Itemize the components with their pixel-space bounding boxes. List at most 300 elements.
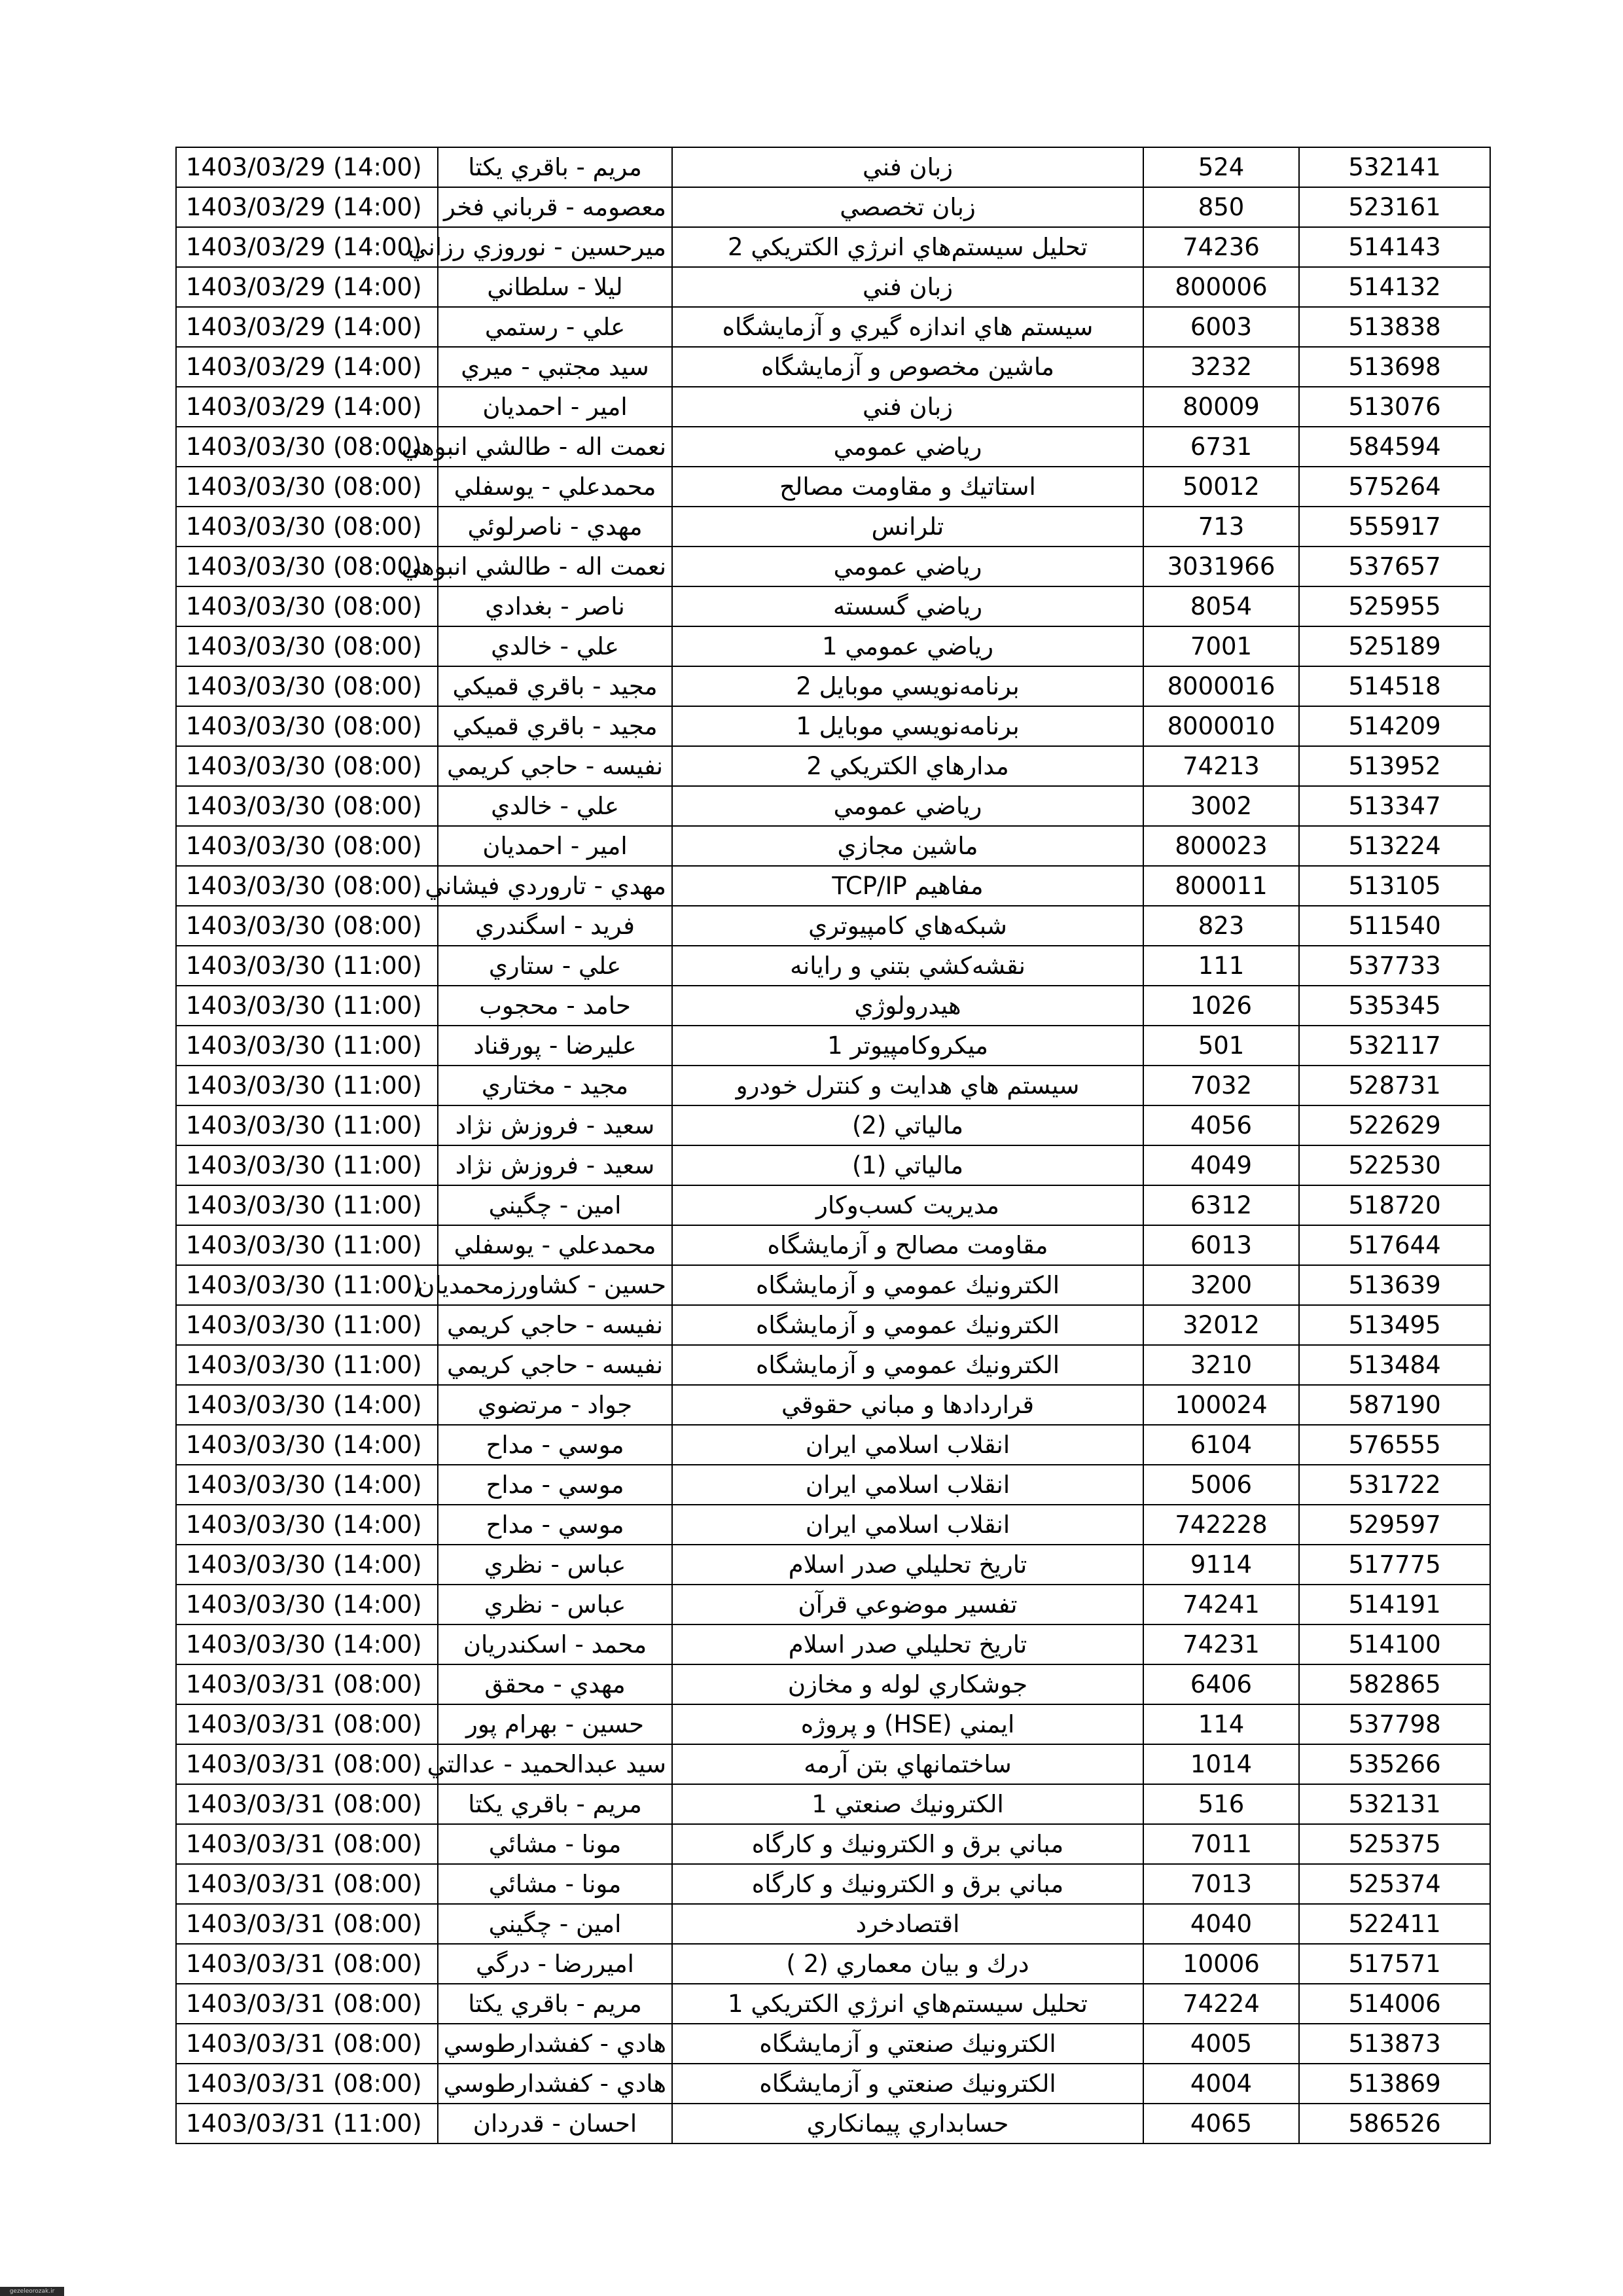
course-title-cell: ماشين مخصوص و آزمايشگاه <box>672 347 1143 387</box>
instructor-cell: مونا - مشائي <box>438 1824 672 1864</box>
table-row <box>176 986 1490 1026</box>
instructor-cell: حسين - كشاورزمحمديان <box>438 1265 672 1305</box>
exam-datetime-cell: 1403/03/30 (11:00) <box>176 1185 438 1225</box>
group-id-cell: 513105 <box>1299 866 1490 906</box>
instructor-cell: مريم - باقري يكتا <box>438 1984 672 2024</box>
course-code-cell: 800023 <box>1143 826 1299 866</box>
course-code-cell: 6013 <box>1143 1225 1299 1265</box>
table-row <box>176 1944 1490 1984</box>
course-code-cell: 80009 <box>1143 387 1299 427</box>
instructor-cell: علي - خالدي <box>438 626 672 666</box>
course-title-cell: مديريت كسب‌وكار <box>672 1185 1143 1225</box>
table-row <box>176 1664 1490 1704</box>
instructor-cell: امير - احمديان <box>438 826 672 866</box>
exam-datetime-cell: 1403/03/29 (14:00) <box>176 227 438 267</box>
exam-datetime-cell: 1403/03/31 (08:00) <box>176 1744 438 1784</box>
group-id-cell: 514143 <box>1299 227 1490 267</box>
table-row <box>176 1545 1490 1585</box>
course-title-cell: انقلاب اسلامي ايران <box>672 1505 1143 1545</box>
course-code-cell: 32012 <box>1143 1305 1299 1345</box>
group-id-cell: 517775 <box>1299 1545 1490 1585</box>
exam-datetime-cell: 1403/03/29 (14:00) <box>176 307 438 347</box>
course-code-cell: 501 <box>1143 1026 1299 1066</box>
course-code-cell: 7011 <box>1143 1824 1299 1864</box>
course-title-cell: مالياتي (2) <box>672 1105 1143 1145</box>
course-title-cell: مالياتي (1) <box>672 1145 1143 1185</box>
group-id-cell: 537798 <box>1299 1704 1490 1744</box>
exam-datetime-cell: 1403/03/29 (14:00) <box>176 187 438 227</box>
table-row <box>176 267 1490 307</box>
exam-datetime-cell: 1403/03/30 (11:00) <box>176 1066 438 1105</box>
group-id-cell: 513495 <box>1299 1305 1490 1345</box>
group-id-cell: 537733 <box>1299 946 1490 986</box>
course-code-cell: 74236 <box>1143 227 1299 267</box>
group-id-cell: 514191 <box>1299 1585 1490 1624</box>
table-row <box>176 666 1490 706</box>
exam-datetime-cell: 1403/03/29 (14:00) <box>176 267 438 307</box>
group-id-cell: 532131 <box>1299 1784 1490 1824</box>
exam-schedule-table <box>175 147 1491 2144</box>
instructor-cell: نفيسه - حاجي كريمي <box>438 1345 672 1385</box>
table-row <box>176 746 1490 786</box>
course-title-cell: الكترونيك عمومي و آزمايشگاه <box>672 1345 1143 1385</box>
exam-datetime-cell: 1403/03/30 (08:00) <box>176 666 438 706</box>
course-title-cell: مباني برق و الكترونيك و كارگاه <box>672 1824 1143 1864</box>
course-title-cell: نقشه‌كشي بتني و رايانه <box>672 946 1143 986</box>
group-id-cell: 525189 <box>1299 626 1490 666</box>
exam-datetime-cell: 1403/03/31 (08:00) <box>176 1904 438 1944</box>
course-title-cell: تاريخ تحليلي صدر اسلام <box>672 1624 1143 1664</box>
course-title-cell: رياضي عمومي <box>672 547 1143 586</box>
instructor-cell: نعمت اله - طالشي انبوهي <box>438 427 672 467</box>
table-row <box>176 1585 1490 1624</box>
table-row <box>176 786 1490 826</box>
course-code-cell: 7001 <box>1143 626 1299 666</box>
group-id-cell: 517644 <box>1299 1225 1490 1265</box>
course-code-cell: 50012 <box>1143 467 1299 507</box>
exam-datetime-cell: 1403/03/30 (11:00) <box>176 986 438 1026</box>
exam-datetime-cell: 1403/03/30 (11:00) <box>176 1345 438 1385</box>
course-code-cell: 7032 <box>1143 1066 1299 1105</box>
instructor-cell: مريم - باقري يكتا <box>438 147 672 187</box>
instructor-cell: هادي - كفشدارطوسي <box>438 2024 672 2064</box>
table-row <box>176 1066 1490 1105</box>
exam-datetime-cell: 1403/03/30 (14:00) <box>176 1465 438 1505</box>
course-code-cell: 850 <box>1143 187 1299 227</box>
table-row <box>176 1864 1490 1904</box>
course-code-cell: 516 <box>1143 1784 1299 1824</box>
group-id-cell: 555917 <box>1299 507 1490 547</box>
group-id-cell: 531722 <box>1299 1465 1490 1505</box>
course-code-cell: 9114 <box>1143 1545 1299 1585</box>
course-title-cell: انقلاب اسلامي ايران <box>672 1425 1143 1465</box>
table-row <box>176 1624 1490 1664</box>
instructor-cell: احسان - قدردان <box>438 2104 672 2144</box>
group-id-cell: 522411 <box>1299 1904 1490 1944</box>
table-row <box>176 1904 1490 1944</box>
group-id-cell: 532141 <box>1299 147 1490 187</box>
exam-datetime-cell: 1403/03/30 (11:00) <box>176 1305 438 1345</box>
course-title-cell: الكترونيك صنعتي و آزمايشگاه <box>672 2064 1143 2104</box>
course-code-cell: 111 <box>1143 946 1299 986</box>
group-id-cell: 529597 <box>1299 1505 1490 1545</box>
exam-datetime-cell: 1403/03/31 (08:00) <box>176 1664 438 1704</box>
group-id-cell: 518720 <box>1299 1185 1490 1225</box>
table-row <box>176 1984 1490 2024</box>
instructor-cell: مريم - باقري يكتا <box>438 1784 672 1824</box>
course-code-cell: 1014 <box>1143 1744 1299 1784</box>
exam-datetime-cell: 1403/03/30 (08:00) <box>176 547 438 586</box>
instructor-cell: مهدي - ناصرلوئي <box>438 507 672 547</box>
course-code-cell: 713 <box>1143 507 1299 547</box>
exam-datetime-cell: 1403/03/30 (08:00) <box>176 746 438 786</box>
table-row <box>176 507 1490 547</box>
course-title-cell: هيدرولوژي <box>672 986 1143 1026</box>
exam-datetime-cell: 1403/03/30 (14:00) <box>176 1385 438 1425</box>
table-row <box>176 1345 1490 1385</box>
table-row <box>176 1465 1490 1505</box>
course-code-cell: 6003 <box>1143 307 1299 347</box>
course-title-cell: ساختمانهاي بتن آرمه <box>672 1744 1143 1784</box>
table-row <box>176 1145 1490 1185</box>
course-title-cell: الكترونيك صنعتي 1 <box>672 1784 1143 1824</box>
course-title-cell: رياضي عمومي 1 <box>672 626 1143 666</box>
group-id-cell: 525375 <box>1299 1824 1490 1864</box>
table-row <box>176 1305 1490 1345</box>
table-row <box>176 906 1490 946</box>
group-id-cell: 586526 <box>1299 2104 1490 2144</box>
course-code-cell: 74213 <box>1143 746 1299 786</box>
group-id-cell: 522530 <box>1299 1145 1490 1185</box>
instructor-cell: معصومه - قرباني فخر <box>438 187 672 227</box>
exam-datetime-cell: 1403/03/30 (08:00) <box>176 906 438 946</box>
group-id-cell: 576555 <box>1299 1425 1490 1465</box>
course-code-cell: 6104 <box>1143 1425 1299 1465</box>
exam-datetime-cell: 1403/03/31 (08:00) <box>176 1784 438 1824</box>
exam-datetime-cell: 1403/03/29 (14:00) <box>176 147 438 187</box>
exam-datetime-cell: 1403/03/31 (08:00) <box>176 1864 438 1904</box>
course-title-cell: تفسير موضوعي قرآن <box>672 1585 1143 1624</box>
table-row <box>176 1026 1490 1066</box>
course-title-cell: ايمني (HSE) و پروژه <box>672 1704 1143 1744</box>
course-code-cell: 742228 <box>1143 1505 1299 1545</box>
exam-datetime-cell: 1403/03/30 (11:00) <box>176 1265 438 1305</box>
course-code-cell: 10006 <box>1143 1944 1299 1984</box>
instructor-cell: موسي - مداح <box>438 1505 672 1545</box>
course-code-cell: 5006 <box>1143 1465 1299 1505</box>
course-code-cell: 74231 <box>1143 1624 1299 1664</box>
instructor-cell: ناصر - بغدادي <box>438 586 672 626</box>
course-code-cell: 8000010 <box>1143 706 1299 746</box>
exam-datetime-cell: 1403/03/30 (11:00) <box>176 946 438 986</box>
course-code-cell: 4049 <box>1143 1145 1299 1185</box>
instructor-cell: مجيد - مختاري <box>438 1066 672 1105</box>
course-code-cell: 1026 <box>1143 986 1299 1026</box>
course-title-cell: مدارهاي الكتريكي 2 <box>672 746 1143 786</box>
instructor-cell: امير - احمديان <box>438 387 672 427</box>
group-id-cell: 513873 <box>1299 2024 1490 2064</box>
group-id-cell: 522629 <box>1299 1105 1490 1145</box>
table-row <box>176 586 1490 626</box>
exam-datetime-cell: 1403/03/30 (08:00) <box>176 467 438 507</box>
exam-datetime-cell: 1403/03/30 (08:00) <box>176 786 438 826</box>
course-title-cell: جوشكاري لوله و مخازن <box>672 1664 1143 1704</box>
group-id-cell: 517571 <box>1299 1944 1490 1984</box>
group-id-cell: 513639 <box>1299 1265 1490 1305</box>
exam-datetime-cell: 1403/03/30 (08:00) <box>176 866 438 906</box>
exam-datetime-cell: 1403/03/30 (08:00) <box>176 507 438 547</box>
table-row <box>176 1225 1490 1265</box>
table-row <box>176 1425 1490 1465</box>
group-id-cell: 575264 <box>1299 467 1490 507</box>
course-title-cell: رياضي عمومي <box>672 786 1143 826</box>
instructor-cell: مهدي - محقق <box>438 1664 672 1704</box>
instructor-cell: اميررضا - درگي <box>438 1944 672 1984</box>
course-title-cell: تحليل سيستم‌هاي انرژي الكتريكي 2 <box>672 227 1143 267</box>
course-title-cell: الكترونيك صنعتي و آزمايشگاه <box>672 2024 1143 2064</box>
instructor-cell: مهدي - تاروردي فيشاني <box>438 866 672 906</box>
course-title-cell: استاتيك و مقاومت مصالح <box>672 467 1143 507</box>
course-title-cell: الكترونيك عمومي و آزمايشگاه <box>672 1265 1143 1305</box>
course-title-cell: تلرانس <box>672 507 1143 547</box>
exam-datetime-cell: 1403/03/30 (14:00) <box>176 1624 438 1664</box>
instructor-cell: سيد مجتبي - ميري <box>438 347 672 387</box>
exam-datetime-cell: 1403/03/30 (08:00) <box>176 427 438 467</box>
instructor-cell: عليرضا - پورقناد <box>438 1026 672 1066</box>
group-id-cell: 584594 <box>1299 427 1490 467</box>
table-row <box>176 1784 1490 1824</box>
course-title-cell: برنامه‌نويسي موبايل 2 <box>672 666 1143 706</box>
course-code-cell: 7013 <box>1143 1864 1299 1904</box>
group-id-cell: 582865 <box>1299 1664 1490 1704</box>
exam-datetime-cell: 1403/03/31 (08:00) <box>176 1984 438 2024</box>
group-id-cell: 513952 <box>1299 746 1490 786</box>
table-row <box>176 2064 1490 2104</box>
group-id-cell: 513347 <box>1299 786 1490 826</box>
site-watermark: gezeleorozak.ir <box>0 2287 64 2296</box>
course-title-cell: حسابداري پيمانكاري <box>672 2104 1143 2144</box>
course-code-cell: 6731 <box>1143 427 1299 467</box>
table-row <box>176 1824 1490 1864</box>
table-row <box>176 427 1490 467</box>
group-id-cell: 525374 <box>1299 1864 1490 1904</box>
exam-datetime-cell: 1403/03/30 (08:00) <box>176 826 438 866</box>
table-row <box>176 2104 1490 2144</box>
table-row <box>176 307 1490 347</box>
course-code-cell: 8000016 <box>1143 666 1299 706</box>
instructor-cell: نعمت اله - طالشي انبوهي <box>438 547 672 586</box>
exam-datetime-cell: 1403/03/30 (08:00) <box>176 706 438 746</box>
exam-datetime-cell: 1403/03/30 (11:00) <box>176 1026 438 1066</box>
course-title-cell: اقتصادخرد <box>672 1904 1143 1944</box>
instructor-cell: حامد - محجوب <box>438 986 672 1026</box>
table-row <box>176 626 1490 666</box>
course-title-cell: قراردادها و مباني حقوقي <box>672 1385 1143 1425</box>
group-id-cell: 537657 <box>1299 547 1490 586</box>
course-code-cell: 4040 <box>1143 1904 1299 1944</box>
exam-datetime-cell: 1403/03/30 (14:00) <box>176 1545 438 1585</box>
group-id-cell: 513869 <box>1299 2064 1490 2104</box>
exam-datetime-cell: 1403/03/30 (14:00) <box>176 1505 438 1545</box>
group-id-cell: 525955 <box>1299 586 1490 626</box>
exam-datetime-cell: 1403/03/31 (08:00) <box>176 1704 438 1744</box>
table-row <box>176 946 1490 986</box>
instructor-cell: سعيد - فروزش نژاد <box>438 1105 672 1145</box>
course-code-cell: 800011 <box>1143 866 1299 906</box>
course-code-cell: 114 <box>1143 1704 1299 1744</box>
table-row <box>176 347 1490 387</box>
course-code-cell: 4004 <box>1143 2064 1299 2104</box>
exam-datetime-cell: 1403/03/30 (14:00) <box>176 1585 438 1624</box>
course-code-cell: 8054 <box>1143 586 1299 626</box>
course-title-cell: سيستم هاي هدايت و كنترل خودرو <box>672 1066 1143 1105</box>
table-row <box>176 187 1490 227</box>
course-code-cell: 6406 <box>1143 1664 1299 1704</box>
instructor-cell: عباس - نظري <box>438 1545 672 1585</box>
course-title-cell: انقلاب اسلامي ايران <box>672 1465 1143 1505</box>
group-id-cell: 513838 <box>1299 307 1490 347</box>
table-row <box>176 1505 1490 1545</box>
table-row <box>176 227 1490 267</box>
instructor-cell: امين - چگيني <box>438 1185 672 1225</box>
table-row <box>176 467 1490 507</box>
course-title-cell: سيستم هاي اندازه گيري و آزمايشگاه <box>672 307 1143 347</box>
instructor-cell: محمدعلي - يوسفلي <box>438 1225 672 1265</box>
course-code-cell: 100024 <box>1143 1385 1299 1425</box>
table-row <box>176 2024 1490 2064</box>
instructor-cell: نفيسه - حاجي كريمي <box>438 746 672 786</box>
instructor-cell: موسي - مداح <box>438 1465 672 1505</box>
instructor-cell: علي - رستمي <box>438 307 672 347</box>
table-row <box>176 1704 1490 1744</box>
group-id-cell: 523161 <box>1299 187 1490 227</box>
group-id-cell: 514132 <box>1299 267 1490 307</box>
group-id-cell: 514209 <box>1299 706 1490 746</box>
instructor-cell: محمدعلي - يوسفلي <box>438 467 672 507</box>
group-id-cell: 513698 <box>1299 347 1490 387</box>
group-id-cell: 514006 <box>1299 1984 1490 2024</box>
group-id-cell: 511540 <box>1299 906 1490 946</box>
table-row <box>176 1185 1490 1225</box>
instructor-cell: موسي - مداح <box>438 1425 672 1465</box>
group-id-cell: 535266 <box>1299 1744 1490 1784</box>
course-code-cell: 3200 <box>1143 1265 1299 1305</box>
table-row <box>176 826 1490 866</box>
course-code-cell: 524 <box>1143 147 1299 187</box>
group-id-cell: 532117 <box>1299 1026 1490 1066</box>
instructor-cell: فريد - اسگندري <box>438 906 672 946</box>
instructor-cell: مجيد - باقري قميكي <box>438 706 672 746</box>
course-code-cell: 74224 <box>1143 1984 1299 2024</box>
course-title-cell: مقاومت مصالح و آزمايشگاه <box>672 1225 1143 1265</box>
exam-datetime-cell: 1403/03/30 (14:00) <box>176 1425 438 1465</box>
course-title-cell: زبان فني <box>672 267 1143 307</box>
course-code-cell: 4065 <box>1143 2104 1299 2144</box>
exam-datetime-cell: 1403/03/31 (08:00) <box>176 1824 438 1864</box>
course-title-cell: زبان فني <box>672 147 1143 187</box>
instructor-cell: هادي - كفشدارطوسي <box>438 2064 672 2104</box>
table-row <box>176 1744 1490 1784</box>
course-code-cell: 74241 <box>1143 1585 1299 1624</box>
course-title-cell: شبكه‌هاي كامپيوتري <box>672 906 1143 946</box>
course-code-cell: 3210 <box>1143 1345 1299 1385</box>
exam-datetime-cell: 1403/03/30 (11:00) <box>176 1225 438 1265</box>
exam-datetime-cell: 1403/03/31 (11:00) <box>176 2104 438 2144</box>
course-code-cell: 3002 <box>1143 786 1299 826</box>
exam-datetime-cell: 1403/03/30 (11:00) <box>176 1105 438 1145</box>
course-title-cell: مفاهيم TCP/IP <box>672 866 1143 906</box>
table-row <box>176 706 1490 746</box>
group-id-cell: 587190 <box>1299 1385 1490 1425</box>
table-row <box>176 1105 1490 1145</box>
course-title-cell: ميكروكامپيوتر 1 <box>672 1026 1143 1066</box>
table-row <box>176 1385 1490 1425</box>
table-row <box>176 1265 1490 1305</box>
course-code-cell: 3232 <box>1143 347 1299 387</box>
course-title-cell: مباني برق و الكترونيك و كارگاه <box>672 1864 1143 1904</box>
instructor-cell: مجيد - باقري قميكي <box>438 666 672 706</box>
course-title-cell: تاريخ تحليلي صدر اسلام <box>672 1545 1143 1585</box>
course-code-cell: 4005 <box>1143 2024 1299 2064</box>
instructor-cell: محمد - اسكندريان <box>438 1624 672 1664</box>
course-code-cell: 800006 <box>1143 267 1299 307</box>
table-row <box>176 866 1490 906</box>
instructor-cell: ليلا - سلطاني <box>438 267 672 307</box>
table-row <box>176 387 1490 427</box>
exam-datetime-cell: 1403/03/29 (14:00) <box>176 347 438 387</box>
course-title-cell: برنامه‌نويسي موبايل 1 <box>672 706 1143 746</box>
course-code-cell: 3031966 <box>1143 547 1299 586</box>
exam-datetime-cell: 1403/03/31 (08:00) <box>176 2024 438 2064</box>
group-id-cell: 514100 <box>1299 1624 1490 1664</box>
course-title-cell: زبان فني <box>672 387 1143 427</box>
course-title-cell: زبان تخصصي <box>672 187 1143 227</box>
exam-schedule-body <box>176 147 1490 2144</box>
group-id-cell: 528731 <box>1299 1066 1490 1105</box>
table-row <box>176 547 1490 586</box>
instructor-cell: نفيسه - حاجي كريمي <box>438 1305 672 1345</box>
course-title-cell: رياضي عمومي <box>672 427 1143 467</box>
group-id-cell: 513224 <box>1299 826 1490 866</box>
instructor-cell: سيد عبدالحميد - عدالتي <box>438 1744 672 1784</box>
exam-datetime-cell: 1403/03/31 (08:00) <box>176 1944 438 1984</box>
course-title-cell: درك و بيان معماري (2 ) <box>672 1944 1143 1984</box>
instructor-cell: علي - خالدي <box>438 786 672 826</box>
course-title-cell: ماشين مجازي <box>672 826 1143 866</box>
instructor-cell: سعيد - فروزش نژاد <box>438 1145 672 1185</box>
instructor-cell: علي - ستاري <box>438 946 672 986</box>
table-row <box>176 147 1490 187</box>
course-title-cell: الكترونيك عمومي و آزمايشگاه <box>672 1305 1143 1345</box>
instructor-cell: ميرحسين - نوروزي رزاني <box>438 227 672 267</box>
instructor-cell: عباس - نظري <box>438 1585 672 1624</box>
exam-datetime-cell: 1403/03/31 (08:00) <box>176 2064 438 2104</box>
group-id-cell: 513076 <box>1299 387 1490 427</box>
instructor-cell: امين - چگيني <box>438 1904 672 1944</box>
instructor-cell: مونا - مشائي <box>438 1864 672 1904</box>
exam-datetime-cell: 1403/03/30 (11:00) <box>176 1145 438 1185</box>
course-title-cell: رياضي گسسته <box>672 586 1143 626</box>
group-id-cell: 535345 <box>1299 986 1490 1026</box>
instructor-cell: حسين - بهرام پور <box>438 1704 672 1744</box>
course-code-cell: 6312 <box>1143 1185 1299 1225</box>
group-id-cell: 514518 <box>1299 666 1490 706</box>
course-title-cell: تحليل سيستم‌هاي انرژي الكتريكي 1 <box>672 1984 1143 2024</box>
exam-datetime-cell: 1403/03/29 (14:00) <box>176 387 438 427</box>
course-code-cell: 823 <box>1143 906 1299 946</box>
instructor-cell: جواد - مرتضوي <box>438 1385 672 1425</box>
exam-datetime-cell: 1403/03/30 (08:00) <box>176 586 438 626</box>
